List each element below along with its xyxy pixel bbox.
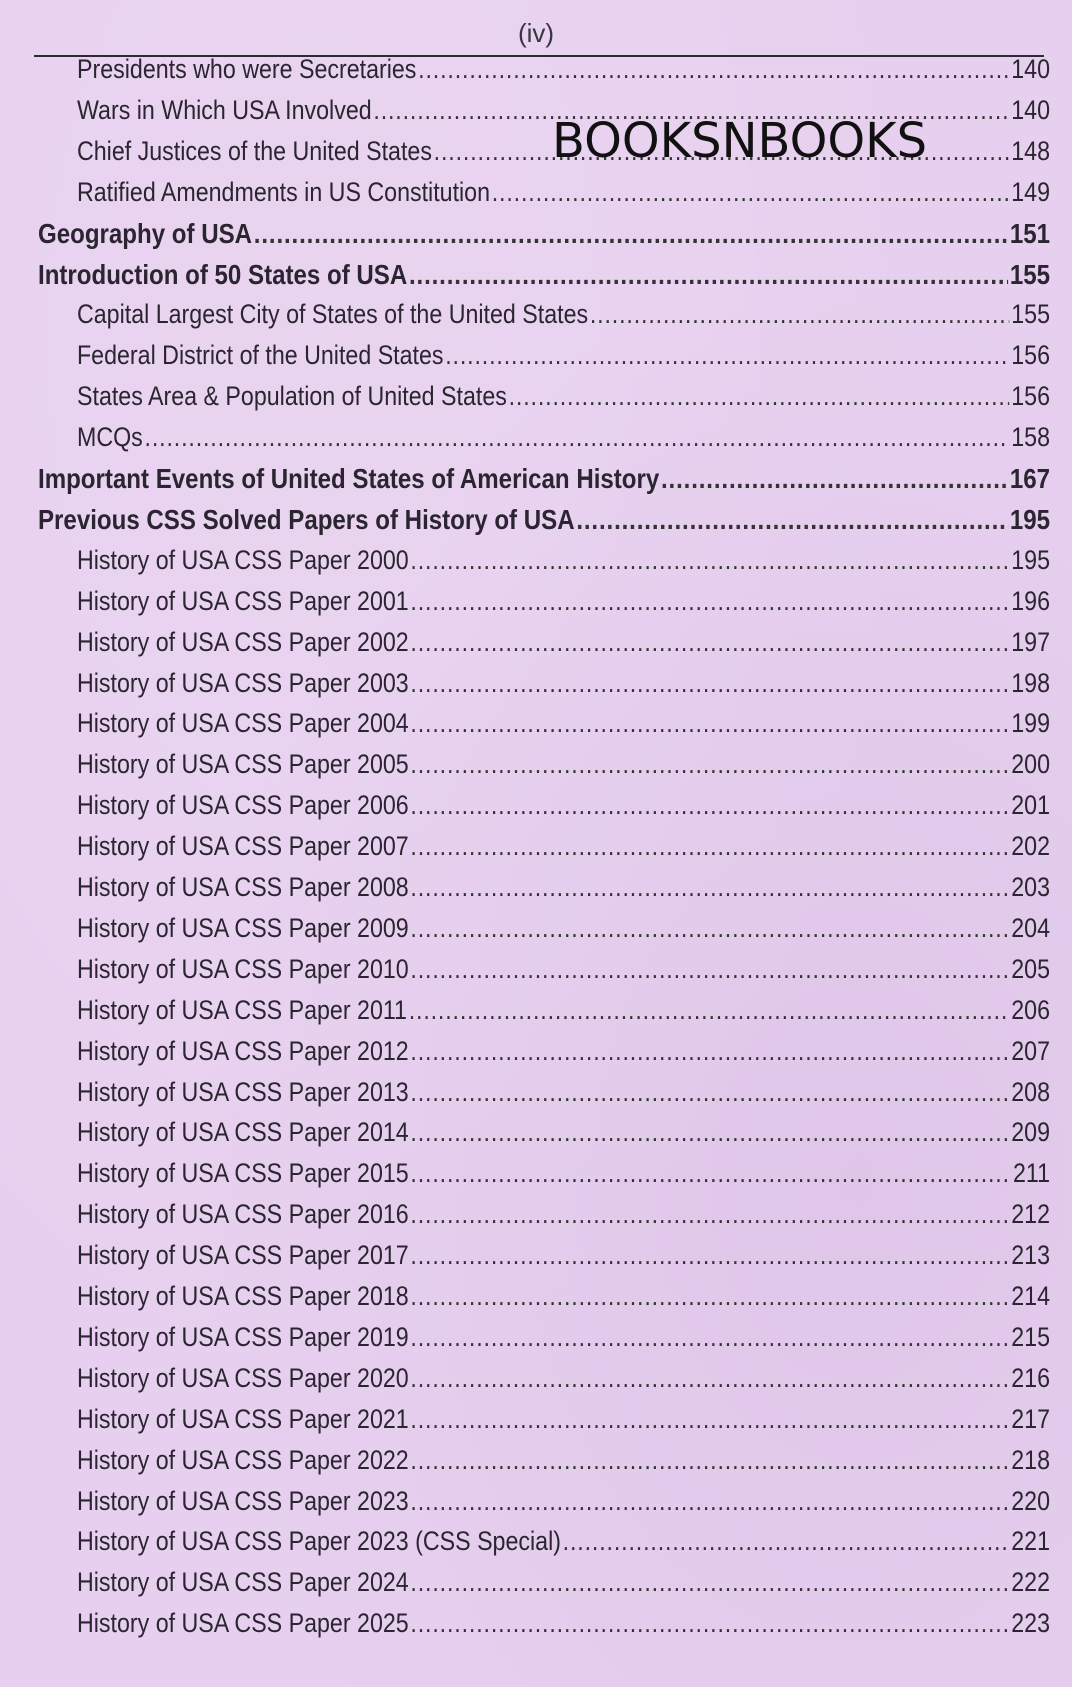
- dot-leader: [563, 1526, 1010, 1557]
- dot-leader: [410, 913, 1009, 944]
- toc-entry-page-number: 205: [1011, 953, 1050, 984]
- toc-entry-title: History of USA CSS Paper 2011: [77, 994, 407, 1025]
- toc-entry-page-number: 140: [1011, 54, 1050, 84]
- toc-entry-page-number: 214: [1011, 1281, 1050, 1311]
- dot-leader: [410, 1036, 1009, 1067]
- toc-entry-title: History of USA CSS Paper 2023: [77, 1485, 409, 1516]
- toc-entry-page-number: 195: [1009, 503, 1050, 535]
- toc-entry-page-number: 211: [1012, 1158, 1050, 1189]
- toc-entry-page-number: 149: [1011, 176, 1050, 207]
- toc-entry: [77, 1199, 1050, 1240]
- dot-leader: [492, 177, 1010, 208]
- toc-entry: [77, 790, 1050, 831]
- toc-entry: [77, 1322, 1050, 1363]
- toc-entry: [77, 668, 1050, 709]
- toc-entry: [77, 1077, 1050, 1118]
- dot-leader: [410, 1158, 1011, 1189]
- dot-leader: [409, 995, 1010, 1026]
- toc-entry-page-number: 216: [1011, 1362, 1050, 1393]
- toc-entry-page-number: 151: [1009, 217, 1050, 249]
- toc-entry: [77, 1526, 1050, 1567]
- dot-leader: [590, 299, 1010, 330]
- toc-entry-title: History of USA CSS Paper 2006: [77, 790, 409, 821]
- toc-entry-title: History of USA CSS Paper 2020: [77, 1362, 409, 1393]
- toc-entry-title: History of USA CSS Paper 2018: [77, 1281, 409, 1311]
- dot-leader: [410, 954, 1009, 985]
- toc-entry-page-number: 148: [1011, 135, 1050, 166]
- dot-leader: [410, 708, 1009, 739]
- toc-entry-page-number: 220: [1011, 1485, 1050, 1516]
- toc-entry-title: Presidents who were Secretaries: [77, 54, 417, 84]
- page-number: (iv): [517, 18, 555, 48]
- toc-entry-page-number: 202: [1011, 831, 1050, 862]
- toc-entry-page-number: 155: [1011, 299, 1050, 330]
- toc-entry-title: History of USA CSS Paper 2025: [77, 1608, 409, 1639]
- toc-entry-title: History of USA CSS Paper 2016: [77, 1199, 409, 1230]
- toc-entry-title: History of USA CSS Paper 2004: [77, 708, 409, 739]
- toc-entry-page-number: 213: [1011, 1240, 1050, 1271]
- toc-section-heading: [38, 259, 1050, 300]
- dot-leader: [410, 1281, 1009, 1312]
- toc-entry-title: History of USA CSS Paper 2023 (CSS Special): [77, 1526, 561, 1557]
- toc-entry-page-number: 155: [1009, 258, 1050, 290]
- toc-entry-title: History of USA CSS Paper 2012: [77, 1035, 409, 1066]
- toc-entry-title: MCQs: [77, 422, 143, 453]
- dot-leader: [418, 54, 1009, 85]
- toc-entry: [77, 1445, 1050, 1486]
- toc-entry-page-number: 218: [1011, 1444, 1050, 1475]
- toc-entry: [77, 627, 1050, 668]
- toc-entry: [77, 954, 1050, 995]
- toc-entry-title: States Area & Population of United States: [77, 381, 507, 412]
- toc-section-heading: [38, 463, 1050, 504]
- dot-leader: [410, 1199, 1009, 1230]
- dot-leader: [410, 1077, 1009, 1108]
- dot-leader: [254, 218, 1008, 250]
- toc-entry-page-number: 196: [1011, 585, 1050, 616]
- toc-entry-page-number: 201: [1011, 790, 1050, 821]
- toc-entry-page-number: 195: [1011, 544, 1050, 575]
- dot-leader: [410, 1240, 1009, 1271]
- toc-entry-page-number: 140: [1011, 94, 1050, 125]
- toc-entry-page-number: 158: [1011, 422, 1050, 453]
- toc-entry-page-number: 223: [1011, 1608, 1050, 1639]
- toc-entry-title: Chief Justices of the United States: [77, 135, 432, 166]
- toc-entry-page-number: 200: [1011, 749, 1050, 780]
- toc-entry: [77, 340, 1050, 381]
- toc-entry: [77, 749, 1050, 790]
- dot-leader: [410, 1445, 1009, 1476]
- dot-leader: [576, 504, 1008, 536]
- toc-entry: [77, 1240, 1050, 1281]
- dot-leader: [410, 1608, 1009, 1639]
- toc-entry-title: Important Events of United States of American History: [38, 463, 660, 494]
- dot-leader: [410, 545, 1009, 576]
- toc-entry: [77, 381, 1050, 422]
- dot-leader: [410, 872, 1009, 903]
- toc-entry-page-number: 217: [1011, 1403, 1050, 1434]
- toc-entry-page-number: 167: [1009, 463, 1050, 494]
- toc-entry: [77, 1117, 1050, 1158]
- dot-leader: [410, 1486, 1009, 1517]
- dot-leader: [661, 463, 1008, 495]
- toc-entry-title: History of USA CSS Paper 2024: [77, 1567, 409, 1598]
- dot-leader: [410, 749, 1009, 780]
- toc-entry-title: History of USA CSS Paper 2013: [77, 1076, 409, 1107]
- toc-entry: [77, 1158, 1050, 1199]
- toc-entry-title: History of USA CSS Paper 2019: [77, 1321, 409, 1352]
- toc-entry: [77, 1486, 1050, 1527]
- dot-leader: [145, 422, 1010, 453]
- dot-leader: [410, 627, 1009, 658]
- toc-entry: [77, 1281, 1050, 1322]
- toc-entry-page-number: 215: [1011, 1321, 1050, 1352]
- toc-entry-title: History of USA CSS Paper 2001: [77, 585, 409, 616]
- toc-entry: [77, 1608, 1050, 1649]
- toc-entry-title: History of USA CSS Paper 2005: [77, 749, 409, 780]
- toc-entry-page-number: 204: [1011, 912, 1050, 943]
- toc-entry-title: Ratified Amendments in US Constitution: [77, 176, 491, 207]
- toc-entry-page-number: 212: [1011, 1199, 1050, 1230]
- toc-entry: [77, 995, 1050, 1036]
- toc-entry-title: History of USA CSS Paper 2008: [77, 872, 409, 902]
- toc-entry-page-number: 222: [1011, 1567, 1050, 1598]
- toc-entry-title: Introduction of 50 States of USA: [38, 258, 408, 290]
- toc-entry-title: History of USA CSS Paper 2015: [77, 1158, 409, 1189]
- dot-leader: [509, 381, 1010, 412]
- toc-entry-page-number: 221: [1011, 1526, 1050, 1557]
- dot-leader: [445, 340, 1009, 371]
- toc-section-heading: [38, 504, 1050, 545]
- toc-entry-page-number: 156: [1011, 340, 1050, 371]
- toc-entry: [77, 1363, 1050, 1404]
- toc-entry-title: History of USA CSS Paper 2002: [77, 626, 409, 657]
- toc-entry: [77, 54, 1050, 95]
- watermark-text: BOOKSNBOOKS: [552, 113, 928, 169]
- toc-entry-page-number: 198: [1011, 667, 1050, 698]
- dot-leader: [410, 1322, 1009, 1353]
- toc-entry-title: History of USA CSS Paper 2007: [77, 831, 409, 862]
- toc-entry-title: History of USA CSS Paper 2014: [77, 1117, 409, 1148]
- toc-entry-title: History of USA CSS Paper 2017: [77, 1240, 409, 1271]
- toc-entry: [77, 1404, 1050, 1445]
- toc-entry-page-number: 206: [1011, 994, 1050, 1025]
- toc-entry-title: History of USA CSS Paper 2010: [77, 953, 409, 984]
- toc-entry: [77, 831, 1050, 872]
- toc-entry: [77, 422, 1050, 463]
- dot-leader: [410, 1363, 1009, 1394]
- toc-entry-title: Previous CSS Solved Papers of History of USA: [38, 503, 575, 535]
- toc-entry-title: Capital Largest City of States of the United States: [77, 299, 589, 330]
- toc-entry: [77, 872, 1050, 913]
- dot-leader: [409, 259, 1008, 291]
- toc-entry: [77, 913, 1050, 954]
- toc-entry-title: History of USA CSS Paper 2009: [77, 912, 409, 943]
- toc-entry-page-number: 209: [1011, 1117, 1050, 1148]
- toc-entry-title: History of USA CSS Paper 2003: [77, 667, 409, 698]
- toc-entry: [77, 586, 1050, 627]
- dot-leader: [410, 1117, 1009, 1148]
- dot-leader: [410, 1567, 1009, 1598]
- dot-leader: [410, 1404, 1009, 1435]
- toc-entry-title: Wars in Which USA Involved: [77, 94, 372, 125]
- toc-entry-page-number: 199: [1011, 708, 1050, 739]
- toc-entry: [77, 545, 1050, 586]
- toc-entry-page-number: 197: [1011, 626, 1050, 657]
- toc-entry: [77, 1567, 1050, 1608]
- toc-entry-title: History of USA CSS Paper 2000: [77, 544, 409, 575]
- toc-entry-page-number: 208: [1011, 1076, 1050, 1107]
- toc-entry-title: Federal District of the United States: [77, 340, 444, 371]
- dot-leader: [410, 668, 1009, 699]
- dot-leader: [410, 586, 1009, 617]
- toc-entry-title: Geography of USA: [38, 217, 253, 249]
- toc-entry: [77, 1036, 1050, 1077]
- toc-entry-page-number: 156: [1011, 381, 1050, 412]
- toc-entry: [77, 708, 1050, 749]
- toc-entry-title: History of USA CSS Paper 2022: [77, 1444, 409, 1475]
- toc-entry-title: History of USA CSS Paper 2021: [77, 1403, 409, 1434]
- dot-leader: [410, 831, 1009, 862]
- toc-entry: [77, 177, 1050, 218]
- toc-entry-page-number: 203: [1011, 872, 1050, 902]
- toc-entry: [77, 299, 1050, 340]
- toc-section-heading: [38, 218, 1050, 259]
- dot-leader: [410, 790, 1009, 821]
- toc-entry-page-number: 207: [1011, 1035, 1050, 1066]
